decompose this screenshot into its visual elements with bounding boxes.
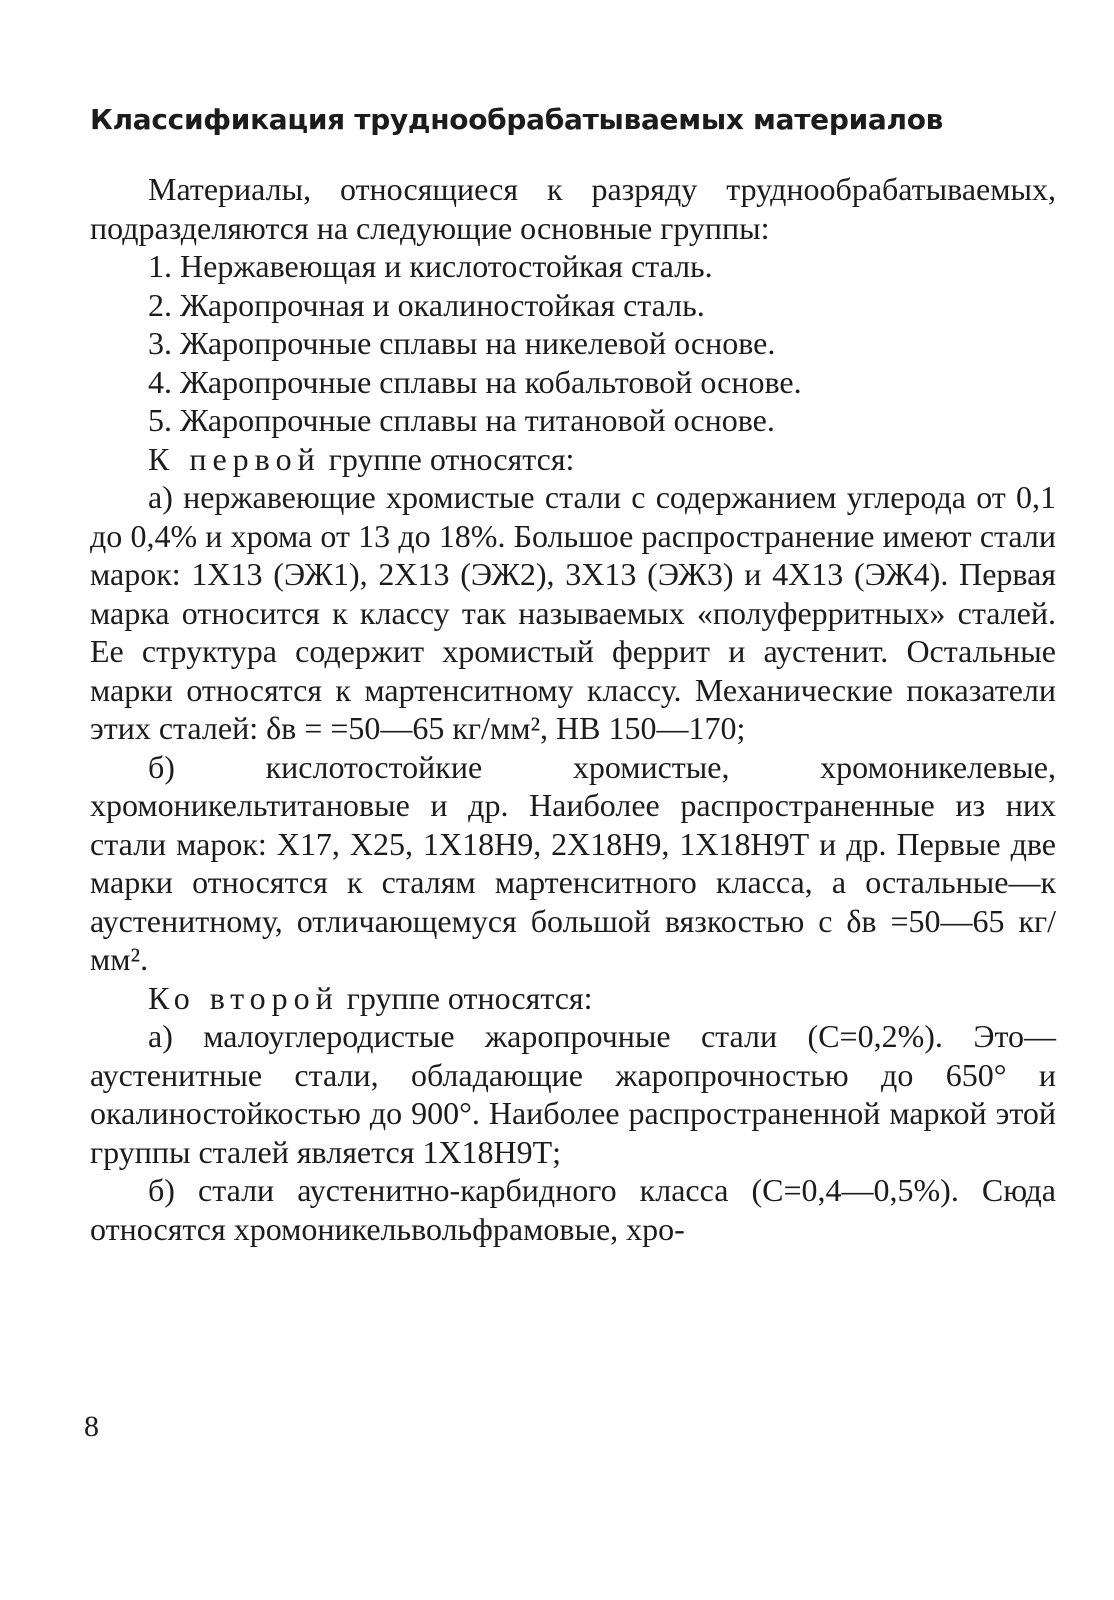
first-group-item-a: а) нержавеющие хромистые стали с содержанием углерода от 0,1 до 0,4% и хрома от 13 до 18%. Большое распространение имеют стали марок: 1Х13 (ЭЖ1), 2Х13 (ЭЖ2), 3Х13 (ЭЖ3) и 4Х13 (ЭЖ4). Первая марка относится к классу так называемых «полуферритных» сталей. Ее структура содержит хромистый феррит и аустенит. Остальные марки относятся к мартенситному классу. Механические показатели этих сталей: δв = =50—65 кг/мм², НВ 150—170;	[90, 479, 1056, 746]
intro-paragraph: Материалы, относящиеся к разряду труднообрабатываемых, подразделяются на следующие основные группы:	[90, 171, 1056, 246]
group-list-item-4: 4. Жаропрочные сплавы на кобальтовой основе.	[148, 363, 802, 400]
section-heading: Классификация труднообрабатываемых материалов	[90, 103, 944, 136]
first-group-lead	[90, 440, 1056, 479]
second-group-lead-rest: группе относятся:	[338, 979, 593, 1016]
second-group-item-a: а) малоуглеродистые жаропрочные стали (С=0,2%). Это—аустенитные стали, обладающие жаропрочностью до 650° и окалиностойкостью до 900°. Наиболее распространенной маркой этой группы сталей является 1Х18Н9Т;	[90, 1018, 1056, 1170]
group-list-item-2: 2. Жаропрочная и окалиностойкая сталь.	[148, 286, 705, 323]
first-group-lead-rest: группе относятся:	[320, 440, 575, 477]
page-number: 8	[84, 1410, 99, 1443]
group-list-item-5: 5. Жаропрочные сплавы на титановой основе.	[148, 402, 775, 438]
body-text	[90, 170, 1056, 1248]
first-group-item-b: б) кислотостойкие хромистые, хромоникелевые, хромоникельтитановые и др. Наиболее распространенные из них стали марок: Х17, Х25, 1Х18Н9, 2Х18Н9, 1Х18Н9Т и др. Первые две марки относятся к сталям мартенситного класса, а остальные—к аустенитному, отличающемуся большой вязкостью с δв =50—65 кг/мм².	[90, 748, 1056, 977]
second-group-item-b: б) стали аустенитно-карбидного класса (С=0,4—0,5%). Сюда относятся хромоникельвольфрамовые, хро-	[90, 1172, 1056, 1247]
first-group-lead-spaced: К первой	[148, 440, 321, 477]
second-group-lead	[90, 979, 1056, 1018]
second-group-lead-spaced: Ко второй	[148, 979, 339, 1016]
document-page	[90, 100, 1056, 1248]
group-list-item-1: 1. Нержавеющая и кислотостойкая сталь.	[148, 248, 713, 284]
group-list-item-3: 3. Жаропрочные сплавы на никелевой основе.	[148, 325, 776, 361]
